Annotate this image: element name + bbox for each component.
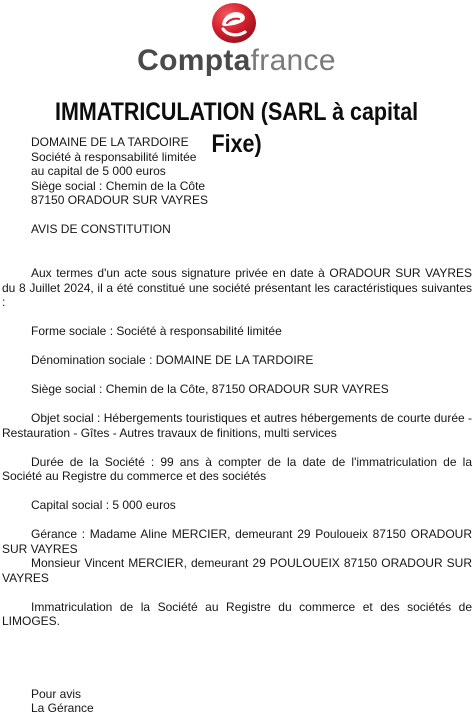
comptafrance-logo	[0, 0, 473, 90]
notice-body	[2, 135, 472, 716]
objet-social: Objet social : Hébergements touristiques et autres hébergements de courte durée - Restauration - Gîtes - Autres travaux de finitions, multi services	[2, 411, 472, 440]
header-line: au capital de 5 000 euros	[31, 164, 166, 178]
header-line: Société à responsabilité limitée	[31, 149, 197, 164]
brand-wordmark	[0, 44, 473, 78]
brand-name-light: france	[250, 44, 336, 77]
comptafrance-e-logo-icon	[209, 2, 259, 44]
denomination-sociale: Dénomination sociale : DOMAINE DE LA TARDOIRE	[31, 353, 314, 367]
gerance-1: Gérance : Madame Aline MERCIER, demeurant 29 Pouloueix 87150 ORADOUR SUR VAYRES	[2, 527, 472, 556]
header-line: 87150 ORADOUR SUR VAYRES	[31, 193, 208, 207]
duree-societe: Durée de la Société : 99 ans à compter de la date de l'immatriculation de la Société au Registre du commerce et des sociétés	[2, 454, 472, 483]
header-line: Siège social : Chemin de la Côte	[31, 178, 206, 193]
immatriculation-paragraph: Immatriculation de la Société au Registre du commerce et des sociétés de LIMOGES.	[2, 599, 472, 628]
notice-title: IMMATRICULATION (SARL à capital Fixe)	[55, 98, 419, 158]
intro-paragraph: Aux termes d'un acte sous signature privée en date à ORADOUR SUR VAYRES du 8 Juillet 2024, il a été constitué une société présentant les caractéristiques suivantes :	[2, 266, 472, 309]
siege-social: Siège social : Chemin de la Côte, 87150 ORADOUR SUR VAYRES	[31, 382, 389, 396]
header-line: DOMAINE DE LA TARDOIRE	[31, 135, 189, 149]
section-title: AVIS DE CONSTITUTION	[31, 222, 171, 236]
brand-name-bold: Compta	[137, 44, 251, 77]
forme-sociale: Forme sociale : Société à responsabilité limitée	[31, 324, 282, 338]
closing-line: Pour avis	[31, 686, 82, 701]
gerance-2: Monsieur Vincent MERCIER, demeurant 29 POULOUEIX 87150 ORADOUR SUR VAYRES	[2, 556, 472, 585]
closing-signature: La Gérance	[31, 701, 94, 715]
capital-social: Capital social : 5 000 euros	[31, 498, 176, 512]
